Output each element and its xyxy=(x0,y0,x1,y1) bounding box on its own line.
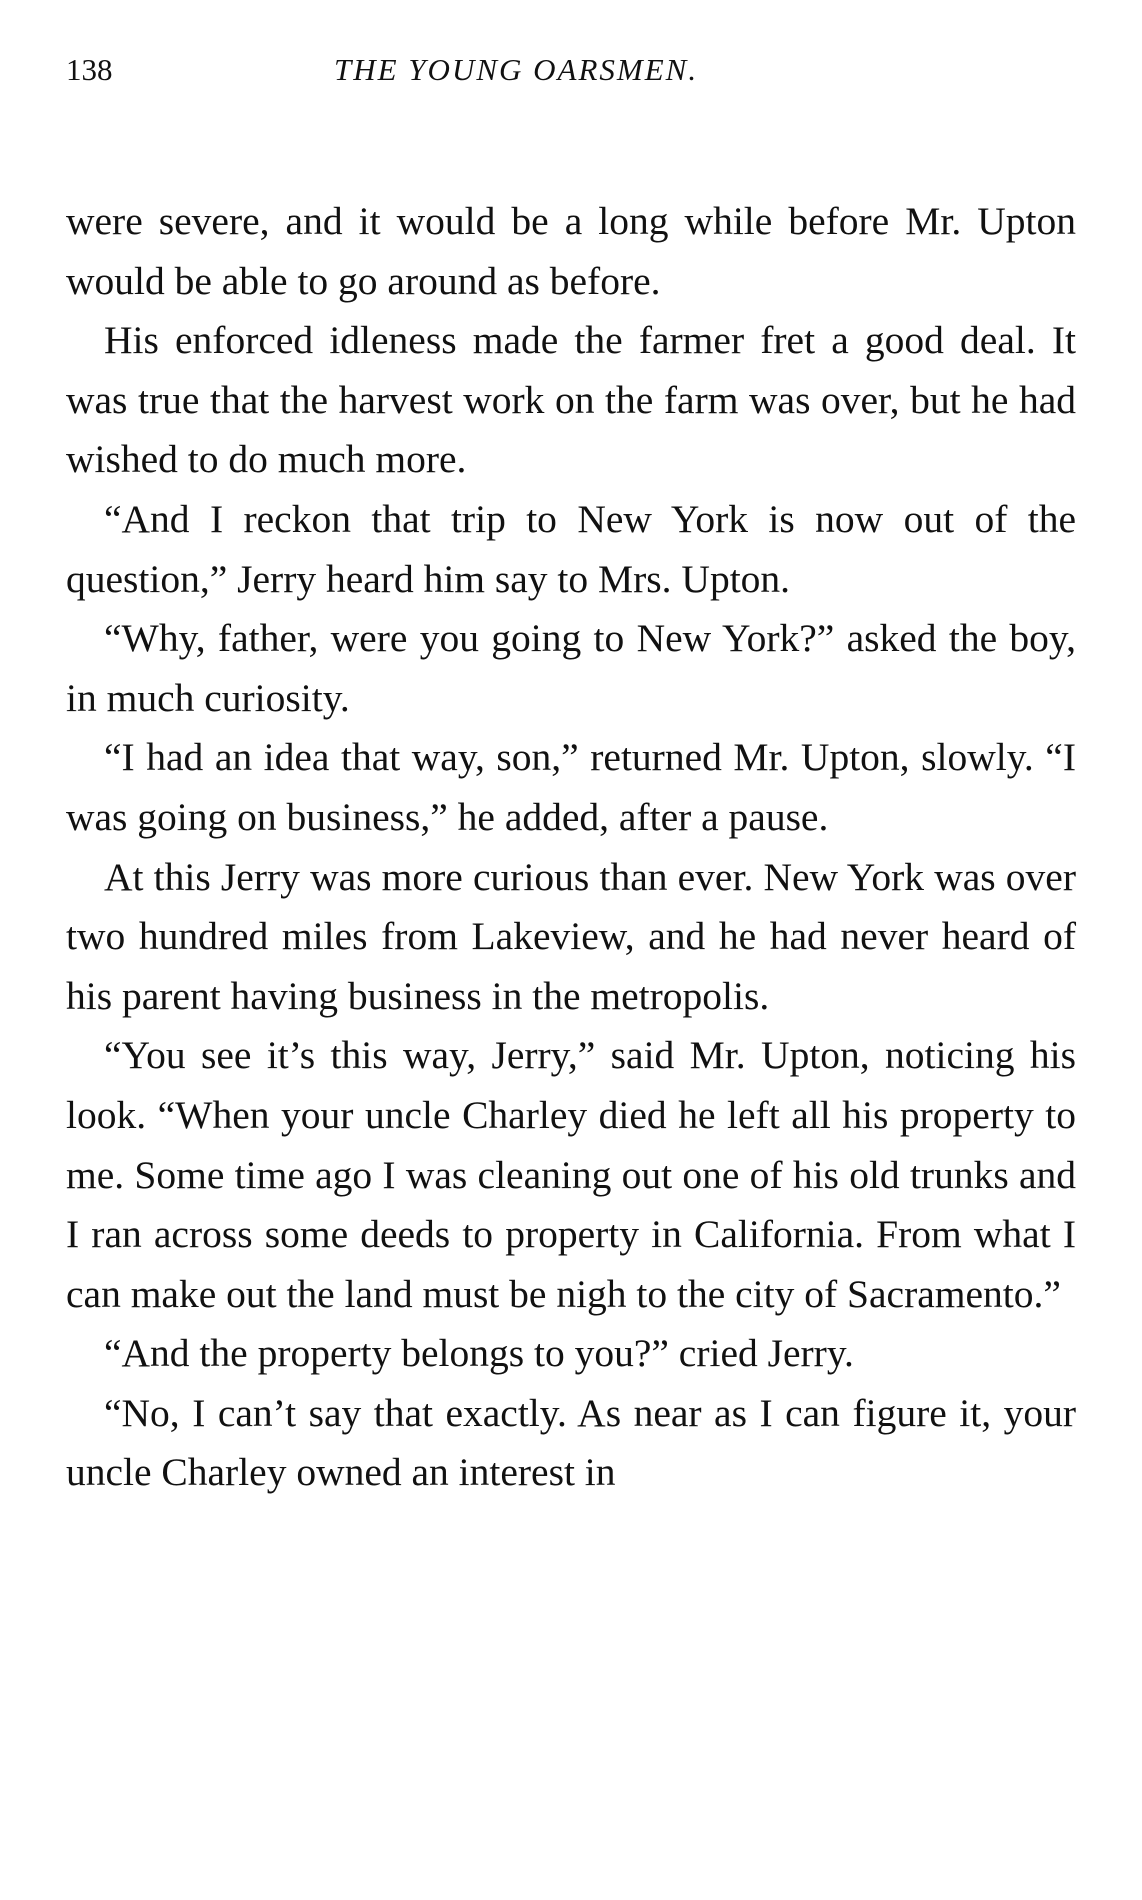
paragraph-continued: were severe, and it would be a long while before Mr. Upton would be able to go around as before. xyxy=(66,199,1076,303)
page-number: 138 xyxy=(66,52,113,87)
paragraph: At this Jerry was more curious than ever. New York was over two hundred miles from Lakeview, and he had never heard of his parent having business in the metropolis. xyxy=(66,854,1076,1018)
book-page xyxy=(66,52,1076,1503)
running-title: THE YOUNG OARSMEN. xyxy=(334,52,699,87)
paragraph: “You see it’s this way, Jerry,” said Mr. Upton, noticing his look. “When your uncle Charley died he left all his property to me. Some time ago I was cleaning out one of his old trunks and I ran across some deeds to property in California. From what I can make out the land must be nigh to the city of Sacramento.” xyxy=(66,1033,1076,1316)
paragraph: “And I reckon that trip to New York is now out of the question,” Jerry heard him say to Mrs. Upton. xyxy=(66,496,1076,601)
paragraph: “And the property belongs to you?” cried Jerry. xyxy=(104,1331,854,1376)
paragraph: “Why, father, were you going to New York?” asked the boy, in much curiosity. xyxy=(66,616,1076,720)
body-text xyxy=(66,192,1076,1503)
paragraph: “No, I can’t say that exactly. As near as I can figure it, your uncle Charley owned an interest in xyxy=(66,1390,1076,1495)
paragraph: His enforced idleness made the farmer fret a good deal. It was true that the harvest work on the farm was over, but he had wished to do much more. xyxy=(66,318,1076,482)
running-head xyxy=(66,52,1076,102)
paragraph: “I had an idea that way, son,” returned Mr. Upton, slowly. “I was going on business,” he added, after a pause. xyxy=(66,735,1076,839)
